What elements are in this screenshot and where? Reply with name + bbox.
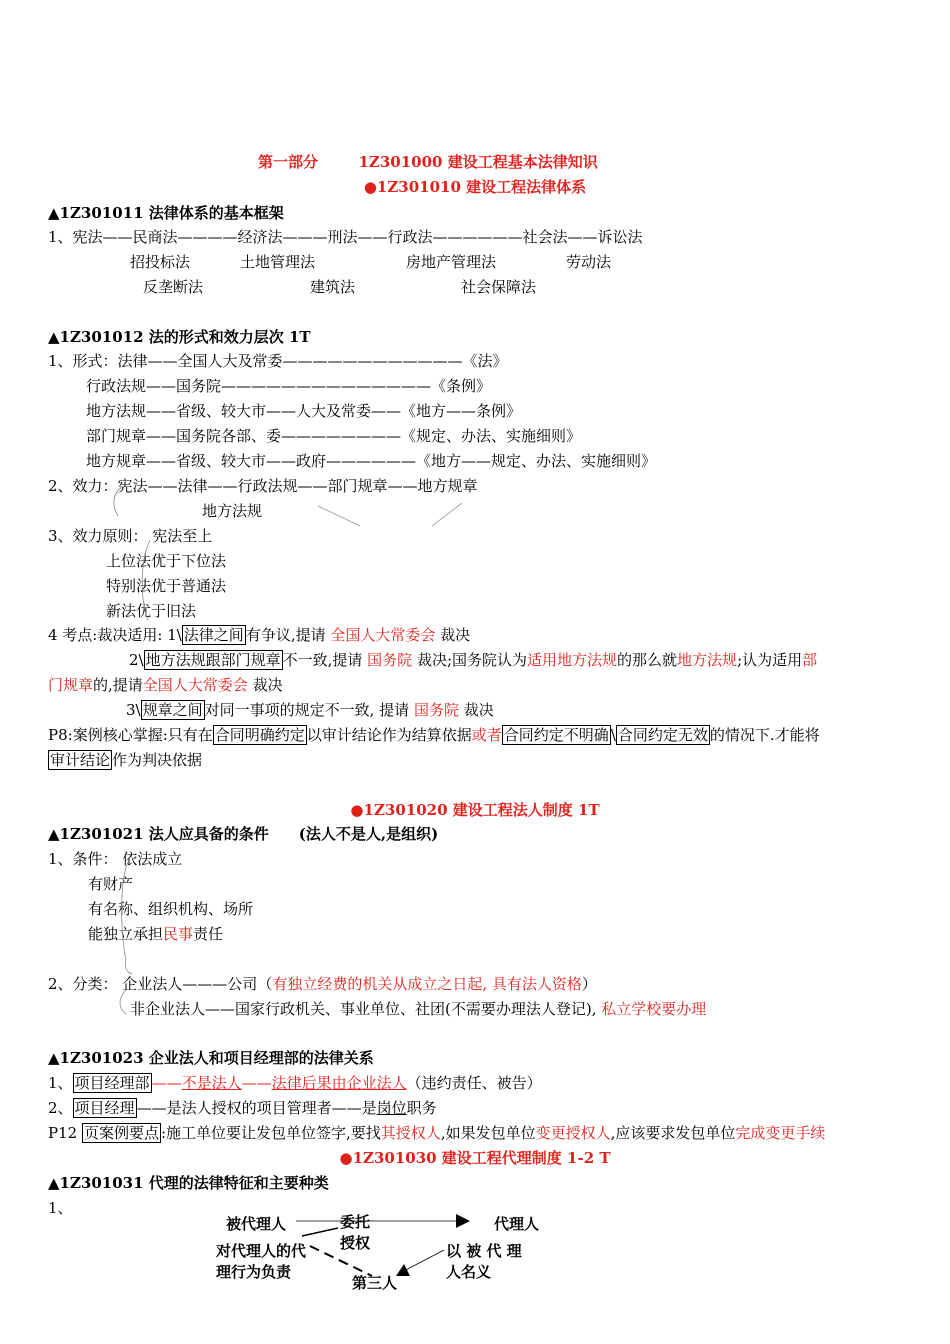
diagram-in-name-1: 以 被 代 理 [446, 1242, 522, 1260]
item-number: 1、 [48, 1199, 73, 1217]
form-line: 地方规章——省级、较大市——政府——————《地方——规定、办法、实施细则》 [86, 452, 657, 470]
effect-local-regulation: 地方法规 [202, 502, 263, 520]
diagram-arrow-line [402, 1250, 444, 1272]
classification-line: 非企业法人——国家行政机关、事业单位、社团(不需要办理法人登记), 私立学校要办理 [130, 1000, 707, 1018]
condition-line: 有名称、组织机构、场所 [88, 900, 254, 918]
principle-line: 上位法优于下位法 [106, 552, 227, 570]
topic-title-1021: ▲1Z301021 法人应具备的条件 (法人不是人,是组织) [48, 825, 439, 843]
topic-title-1031: ▲1Z301031 代理的法律特征和主要种类 [48, 1174, 329, 1192]
exam-point-3: 3\ 规章之间 对同一事项的规定不一致, 提请 国务院 裁决 [126, 701, 494, 719]
diagram-agent: 代理人 [494, 1215, 540, 1233]
classification-line: 2、分类： 企业法人———公司（有独立经费的机关从成立之日起, 具有法人资格） [48, 975, 597, 993]
case-p8-cont: 审计结论 作为判决依据 [50, 751, 203, 769]
diagram-authorize-1: 委托 [340, 1213, 371, 1231]
form-line: 地方法规——省级、较大市——人大及常委——《地方——条例》 [86, 402, 522, 420]
law-item: 建筑法 [310, 278, 356, 296]
diagram-dashed-line [310, 1246, 372, 1276]
bracket-stroke [142, 540, 150, 620]
relation-line-2: 2、 项目经理 ——是法人授权的项目管理者——是岗位职务 [48, 1099, 437, 1117]
topic-title-1011: ▲1Z301011 法律体系的基本框架 [48, 204, 284, 222]
law-item: 劳动法 [566, 253, 612, 271]
principle-line: 特别法优于普通法 [106, 577, 227, 595]
bracket-stroke [122, 862, 128, 960]
law-item: 房地产管理法 [406, 253, 497, 271]
form-line: 部门规章——国务院各部、委————————《规定、办法、实施细则》 [86, 427, 582, 445]
diagram-third-party: 第三人 [352, 1274, 398, 1292]
section-header-2: ●1Z301020 建设工程法人制度 1T [350, 801, 600, 819]
form-line: 1、形式：法律——全国人大及常委————————————《法》 [48, 352, 508, 370]
effect-line: 2、效力：宪法——法律——行政法规——部门规章——地方规章 [48, 477, 478, 495]
exam-point-1: 4 考点:裁决适用: 1\ 法律之间 有争议,提请 全国人大常委会 裁决 [48, 626, 471, 644]
exam-point-2: 2\ 地方法规跟部门规章 不一致,提请 国务院 裁决;国务院认为适用地方法规的那么就地方法规;认为适用部 [129, 651, 818, 669]
bracket-stroke [120, 990, 126, 1014]
law-item: 反垄断法 [143, 278, 204, 296]
effect-connector [318, 506, 360, 526]
part-label: 第一部分 [258, 153, 319, 171]
form-line: 行政法规——国务院——————————————《条例》 [86, 377, 492, 395]
effect-connector [432, 503, 462, 526]
diagram-arrow-line [302, 1228, 338, 1236]
law-item: 社会保障法 [461, 278, 537, 296]
topic-title-1012: ▲1Z301012 法的形式和效力层次 1T [48, 328, 311, 346]
diagram-responsibility-1: 对代理人的代 [216, 1242, 307, 1260]
diagram-principal: 被代理人 [226, 1215, 287, 1233]
condition-line: 能独立承担民事责任 [88, 925, 224, 943]
section-header-1: ●1Z301010 建设工程法律体系 [363, 178, 587, 196]
condition-line: 有财产 [88, 875, 134, 893]
case-p12: P12 页案例要点 :施工单位要让发包单位签字,要找其授权人,如果发包单位变更授权人,应该要求发包单位完成变更手续 [48, 1124, 826, 1142]
principle-line: 新法优于旧法 [106, 602, 197, 620]
diagram-responsibility-2: 理行为负责 [216, 1263, 292, 1281]
law-item: 土地管理法 [240, 253, 316, 271]
diagram-arrowhead [456, 1214, 470, 1228]
section-header-3: ●1Z301030 建设工程代理制度 1-2 T [339, 1149, 611, 1167]
bracket-stroke [114, 487, 122, 516]
exam-point-2-cont: 门规章的,提请全国人大常委会 裁决 [48, 676, 283, 694]
condition-line: 1、条件： 依法成立 [48, 850, 183, 868]
relation-line-1: 1、 项目经理部 ——不是法人——法律后果由企业法人（违约责任、被告） [48, 1074, 542, 1092]
diagram-in-name-2: 人名义 [446, 1263, 492, 1281]
law-system-line: 1、宪法——民商法————经济法———刑法——行政法——————社会法——诉讼法 [48, 228, 643, 246]
diagram-arrowhead [396, 1264, 410, 1276]
topic-title-1023: ▲1Z301023 企业法人和项目经理部的法律关系 [48, 1049, 374, 1067]
part-code-title: 1Z301000 建设工程基本法律知识 [358, 153, 598, 171]
diagram-authorize-2: 授权 [340, 1234, 371, 1252]
bracket-stroke [125, 960, 132, 974]
law-item: 招投标法 [130, 253, 191, 271]
case-p8: P8:案例核心掌握:只有在 合同明确约定 以审计结论作为结算依据或者 合同约定不明确 \ 合同约定无效 的情况下.才能将 [48, 726, 820, 744]
principle-line: 3、效力原则： 宪法至上 [48, 527, 213, 545]
